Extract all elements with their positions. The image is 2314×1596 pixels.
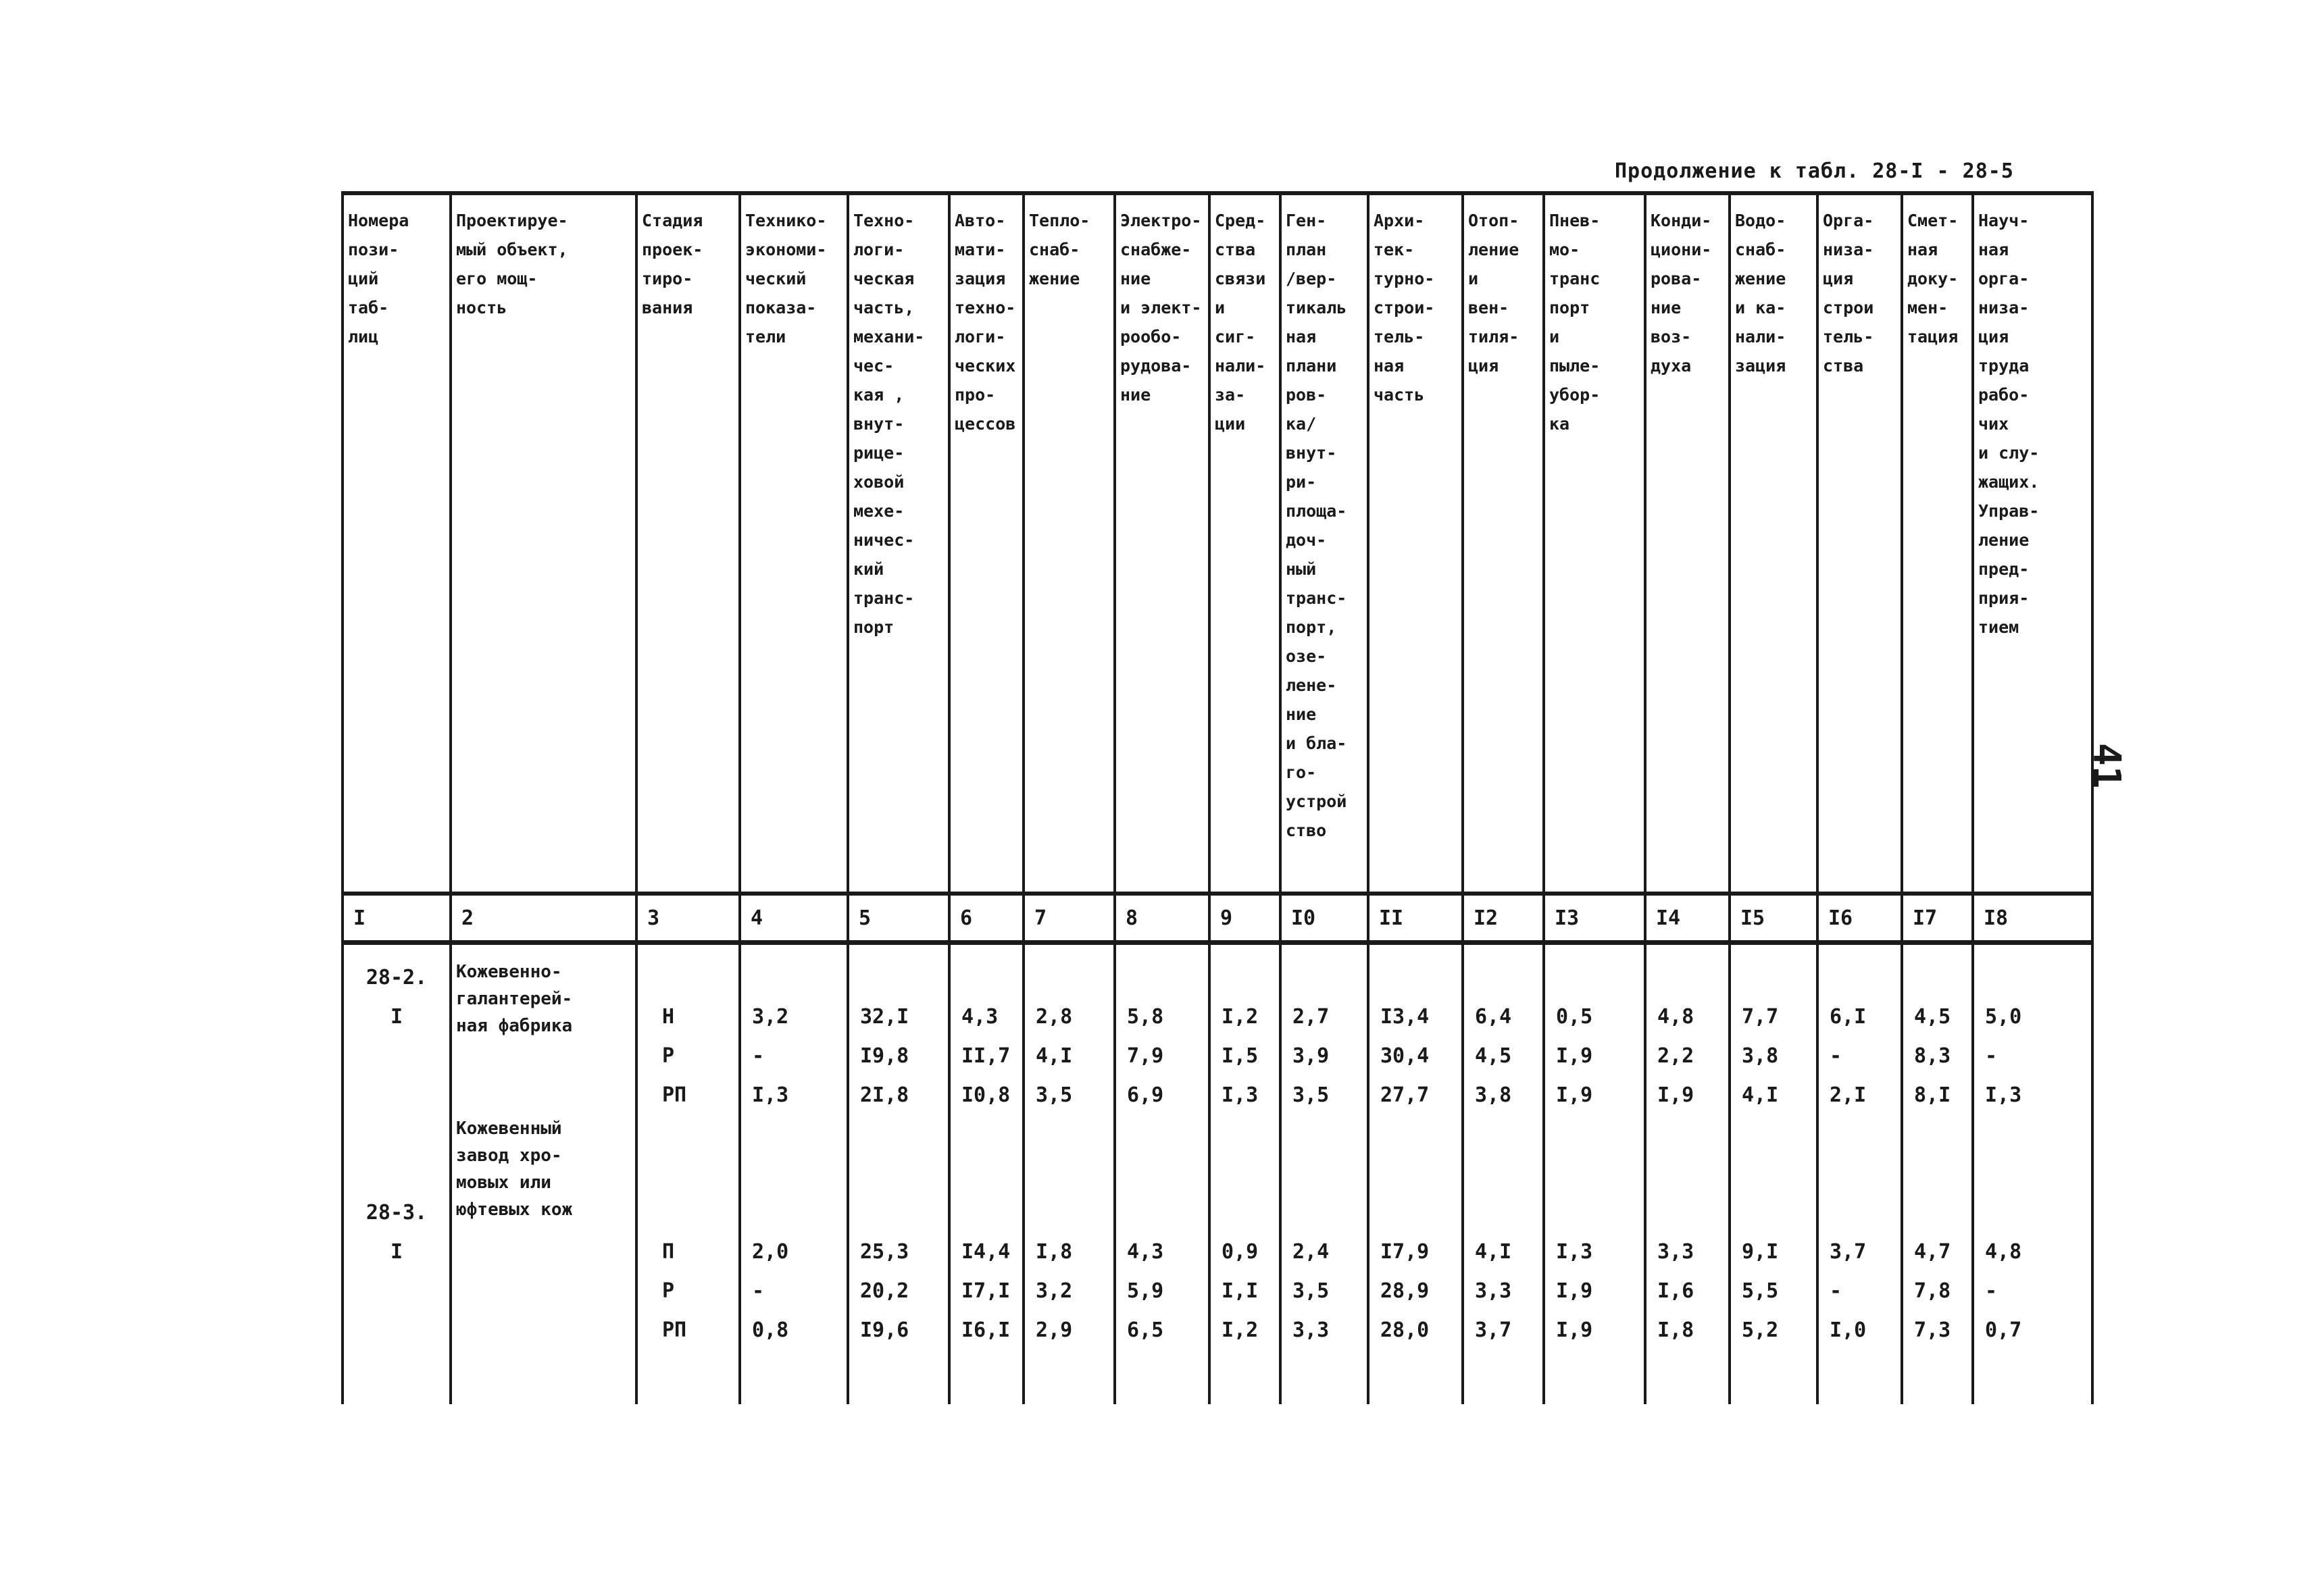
value: I0,8 [961,1083,1011,1107]
value: I,3 [1222,1083,1259,1107]
column-header: Тепло- снаб- жение [1024,193,1115,894]
column-header: Архи- тек- турно- строи- тель- ная часть [1368,193,1463,894]
column-number: 5 [848,894,949,943]
value-cell [1544,943,1645,1405]
spacer [1475,1193,1538,1233]
value: I6,I [961,1318,1011,1342]
value: 9,I [1742,1240,1779,1264]
spacer [1475,1115,1538,1154]
spacer [1127,1154,1204,1193]
value: I9,8 [860,1044,909,1068]
spacer [961,958,1018,998]
column-number: 9 [1209,894,1280,943]
spacer [1914,1193,1967,1233]
spacer [456,1039,631,1076]
stage-label: П [662,1240,675,1264]
value: 3,8 [1475,1083,1512,1107]
column-number: I [343,894,451,943]
value: 27,7 [1380,1083,1430,1107]
value-cell [1817,943,1902,1405]
column-header: Авто- мати- зация техно- логи- ческих про- цессов [949,193,1024,894]
column-number: 3 [636,894,740,943]
data-table [341,191,2094,1404]
spacer [1742,1193,1812,1233]
column-number: I3 [1544,894,1645,943]
column-number: II [1368,894,1463,943]
spacer [752,1193,842,1233]
stage-label: Н [662,1005,675,1029]
spacer [1127,1115,1204,1154]
table-body-row [343,943,2092,1405]
value: I7,9 [1380,1240,1430,1264]
value: 8,3 [1914,1044,1951,1068]
value: 2,I [1830,1083,1867,1107]
spacer [860,958,944,998]
spacer [1985,1115,2087,1154]
spacer [456,1223,631,1231]
spacer [1036,1115,1109,1154]
page-number: 41 [2084,743,2128,789]
spacer [1657,958,1724,998]
value: 5,2 [1742,1318,1779,1342]
spacer [1914,1115,1967,1154]
value: 3,9 [1292,1044,1330,1068]
spacer [662,1115,734,1154]
spacer [1380,958,1457,998]
spacer [348,1037,445,1115]
value: I,9 [1556,1279,1593,1303]
value: I,5 [1222,1044,1259,1068]
value: 3,5 [1292,1279,1330,1303]
value: 2,2 [1657,1044,1694,1068]
column-number: 8 [1115,894,1209,943]
value: 3,5 [1292,1083,1330,1107]
column-header: Стадия проек- тиро- вания [636,193,740,894]
spacer [1222,1193,1275,1233]
spacer [1985,958,2087,998]
column-number: I7 [1902,894,1973,943]
spacer [1380,1193,1457,1233]
value: 4,7 [1914,1240,1951,1264]
value: 28,9 [1380,1279,1430,1303]
value: 2,0 [752,1240,789,1264]
column-header: Науч- ная орга- низа- ция труда рабо- чих и слу- жащих. Управ- ление пред- прия- тием [1973,193,2092,894]
value: - [752,1044,765,1068]
value: I,I [1222,1279,1259,1303]
spacer [1914,1154,1967,1193]
value: 4,3 [961,1005,999,1029]
spacer [1222,958,1275,998]
spacer [961,1193,1018,1233]
column-header: Техно- логи- ческая часть, механи- чес- кая , внут- рицe- ховой мехе- ничес- кий транс- порт [848,193,949,894]
spacer [1830,958,1896,998]
value: I,9 [1556,1318,1593,1342]
column-number: I4 [1645,894,1730,943]
stage-label: РП [662,1318,687,1342]
value: 4,5 [1475,1044,1512,1068]
spacer [860,1154,944,1193]
value: 0,9 [1222,1240,1259,1264]
value: 7,7 [1742,1005,1779,1029]
value: 3,7 [1475,1318,1512,1342]
column-header: Конди- циони- рова- ние воз- духа [1645,193,1730,894]
column-header: Номера пози- ций таб- лиц [343,193,451,894]
spacer [1475,1154,1538,1193]
spacer [1556,1154,1640,1193]
spacer [1830,1154,1896,1193]
value: 0,7 [1985,1318,2022,1342]
spacer [1556,1193,1640,1233]
value: 3,3 [1292,1318,1330,1342]
value: 4,8 [1985,1240,2022,1264]
value: I,9 [1657,1083,1694,1107]
value: 20,2 [860,1279,909,1303]
value: 7,8 [1914,1279,1951,1303]
spacer [456,1076,631,1115]
spacer [752,1115,842,1154]
value-cell [740,943,848,1405]
column-number: I2 [1463,894,1544,943]
spacer [1914,958,1967,998]
value: I3,4 [1380,1005,1430,1029]
spacer [1556,958,1640,998]
object-name: Кожевенный завод хро- мовых или юфтевых кож [456,1118,573,1220]
value-cell [1368,943,1463,1405]
value: - [1985,1044,1998,1068]
value: 3,3 [1475,1279,1512,1303]
column-header: Отоп- ление и вен- тиля- ция [1463,193,1544,894]
value: 7,9 [1127,1044,1164,1068]
column-number: 2 [451,894,636,943]
spacer [348,1311,445,1350]
value: 5,8 [1127,1005,1164,1029]
value-cell [949,943,1024,1405]
value-cell [1209,943,1280,1405]
value: I,3 [1556,1240,1593,1264]
column-header: Проектируе- мый объект, его мощ- ность [451,193,636,894]
column-header: Сред- ства связи и сиг- нали- за- ции [1209,193,1280,894]
value-cell [1902,943,1973,1405]
value: 0,5 [1556,1005,1593,1029]
spacer [961,1115,1018,1154]
value: 4,3 [1127,1240,1164,1264]
object-name: Кожевенно- галантерей- ная фабрика [456,962,573,1036]
stage-label: РП [662,1083,687,1107]
spacer [348,1272,445,1311]
value: 4,5 [1914,1005,1951,1029]
spacer [1292,958,1363,998]
value: 3,5 [1036,1083,1073,1107]
value: 6,5 [1127,1318,1164,1342]
table-caption: Продолжение к табл. 28-I - 28-5 [1615,159,2014,183]
spacer [1742,1115,1812,1154]
spacer [1985,1193,2087,1233]
value: I,8 [1657,1318,1694,1342]
spacer [752,1154,842,1193]
value: 5,9 [1127,1279,1164,1303]
column-number: I5 [1730,894,1817,943]
spacer [1657,1154,1724,1193]
value: 2I,8 [860,1083,909,1107]
value: 6,9 [1127,1083,1164,1107]
column-header: Смет- ная доку- мен- тация [1902,193,1973,894]
spacer [1742,958,1812,998]
position-cell [343,943,451,1405]
column-number: 6 [949,894,1024,943]
spacer [860,1193,944,1233]
position-number: 28-3. I [366,1201,428,1264]
column-header: Электро- снабже- ние и элект- рообо- рудова- ние [1115,193,1209,894]
spacer [1036,1154,1109,1193]
spacer [1036,958,1109,998]
spacer [1222,1115,1275,1154]
spacer [1556,1115,1640,1154]
column-number: I8 [1973,894,2092,943]
column-header: Ген- план /вер- тикаль ная плани ров- ка/ внут- ри- площа- доч- ный транс- порт, озе- лене- ние и бла- го- устрой ство [1280,193,1368,894]
value: 2,8 [1036,1005,1073,1029]
spacer [1036,1193,1109,1233]
spacer [1127,1193,1204,1233]
column-header: Технико- экономи- ческий показа- тели [740,193,848,894]
value: 7,3 [1914,1318,1951,1342]
column-header: Водо- снаб- жение и ка- нали- зация [1730,193,1817,894]
spacer [1292,1154,1363,1193]
value: 5,0 [1985,1005,2022,1029]
value: I,9 [1556,1044,1593,1068]
value-cell [1280,943,1368,1405]
stage-label: Р [662,1279,675,1303]
value: I4,4 [961,1240,1011,1264]
spacer [961,1154,1018,1193]
value: 2,9 [1036,1318,1073,1342]
column-number: 7 [1024,894,1115,943]
spacer [1475,958,1538,998]
stage-label: Р [662,1044,675,1068]
value-cell [1730,943,1817,1405]
value: 4,I [1742,1083,1779,1107]
value: - [1830,1279,1842,1303]
spacer [348,1154,445,1193]
value: I9,6 [860,1318,909,1342]
value: 4,8 [1657,1005,1694,1029]
spacer [662,958,734,998]
value: I,9 [1556,1083,1593,1107]
value: I,8 [1036,1240,1073,1264]
value: 8,I [1914,1083,1951,1107]
column-header: Орга- низа- ция строи тель- ства [1817,193,1902,894]
spacer [1380,1115,1457,1154]
value: I,3 [1985,1083,2022,1107]
column-number: 4 [740,894,848,943]
value: I,3 [752,1083,789,1107]
spacer [1292,1193,1363,1233]
value-cell [1024,943,1115,1405]
value: I,0 [1830,1318,1867,1342]
spacer [1292,1115,1363,1154]
value: 2,4 [1292,1240,1330,1264]
value: 3,8 [1742,1044,1779,1068]
value: I,6 [1657,1279,1694,1303]
value: 0,8 [752,1318,789,1342]
object-cell [451,943,636,1405]
value-cell [1115,943,1209,1405]
column-header: Пнев- мо- транс порт и пыле- убор- ка [1544,193,1645,894]
value: 25,3 [860,1240,909,1264]
value: 6,I [1830,1005,1867,1029]
value: 5,5 [1742,1279,1779,1303]
spacer [1657,1193,1724,1233]
value: II,7 [961,1044,1011,1068]
value: 3,2 [1036,1279,1073,1303]
value: 32,I [860,1005,909,1029]
value-cell [1463,943,1544,1405]
value: 6,4 [1475,1005,1512,1029]
value: 30,4 [1380,1044,1430,1068]
header-row [343,193,2092,894]
value-cell [1973,943,2092,1405]
value: - [1830,1044,1842,1068]
value: 4,I [1036,1044,1073,1068]
stage-cell [636,943,740,1405]
column-number: I0 [1280,894,1368,943]
value: 3,7 [1830,1240,1867,1264]
value-cell [1645,943,1730,1405]
spacer [662,1154,734,1193]
spacer [1830,1115,1896,1154]
value-cell [848,943,949,1405]
spacer [1127,958,1204,998]
value: 4,I [1475,1240,1512,1264]
spacer [1742,1154,1812,1193]
spacer [1830,1193,1896,1233]
spacer [752,958,842,998]
value: 3,3 [1657,1240,1694,1264]
spacer [1985,1154,2087,1193]
spacer [1222,1154,1275,1193]
column-number-row [343,894,2092,943]
value: I,2 [1222,1318,1259,1342]
spacer [1380,1154,1457,1193]
spacer [662,1193,734,1233]
position-number: 28-2. I [366,966,428,1029]
spacer [348,1115,445,1154]
value: 28,0 [1380,1318,1430,1342]
spacer [860,1115,944,1154]
value: I,2 [1222,1005,1259,1029]
value: 3,2 [752,1005,789,1029]
value: I7,I [961,1279,1011,1303]
value: - [752,1279,765,1303]
spacer [1657,1115,1724,1154]
value: - [1985,1279,1998,1303]
value: 2,7 [1292,1005,1330,1029]
column-number: I6 [1817,894,1902,943]
